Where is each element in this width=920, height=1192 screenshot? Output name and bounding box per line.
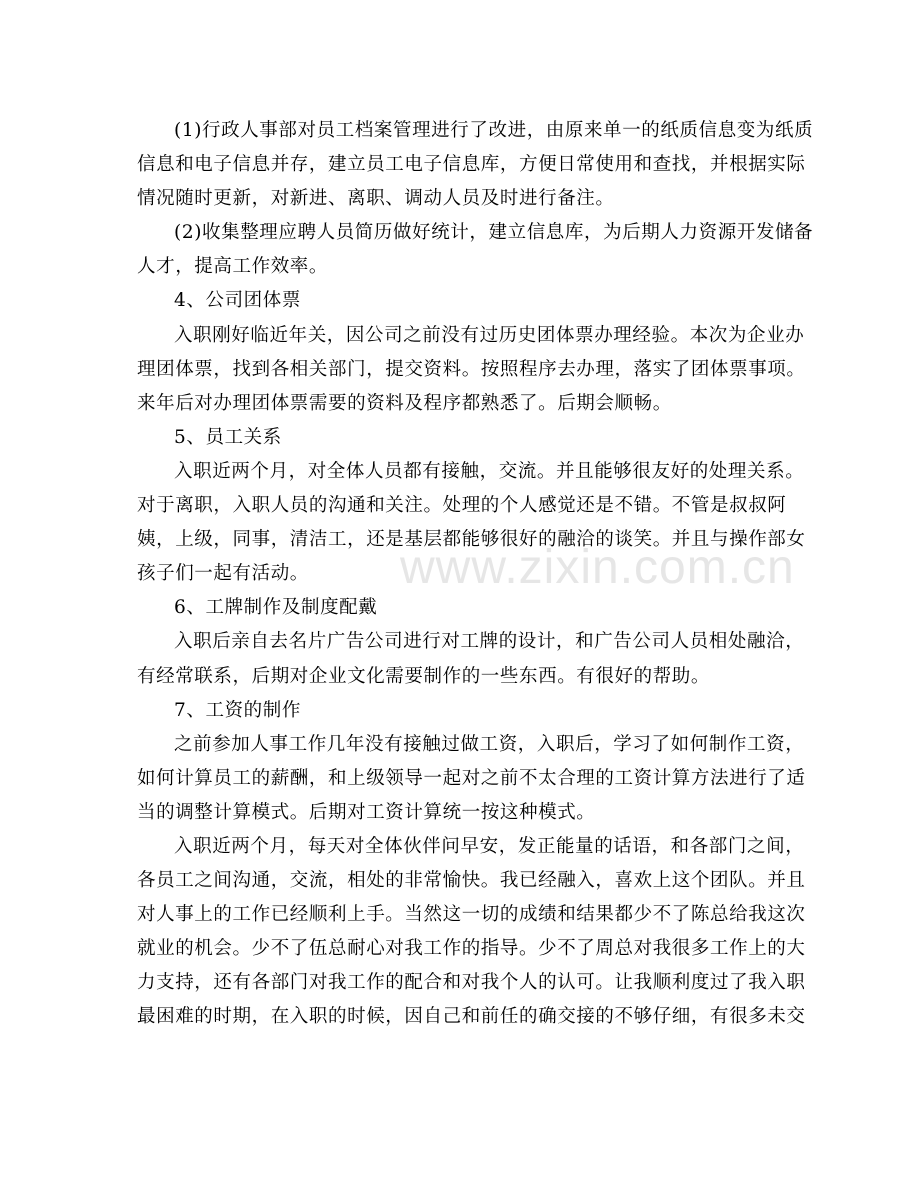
text-line: 最困难的时期，在入职的时候，因自己和前任的确交接的不够仔细，有很多未交 (137, 1006, 806, 1028)
text-line: 如何计算员工的薪酬，和上级领导一起对之前不太合理的工资计算方法进行了适 (137, 767, 806, 789)
text-line: 4、公司团体票 (174, 290, 301, 312)
text-line: 入职后亲自去名片广告公司进行对工牌的设计，和广告公司人员相处融洽， (174, 631, 805, 653)
text-line: 有经常联系，后期对企业文化需要制作的一些东西。有很好的帮助。 (137, 665, 711, 687)
text-line: 对人事上的工作已经顺利上手。当然这一切的成绩和结果都少不了陈总给我这次 (137, 904, 806, 926)
text-line: 信息和电子信息并存，建立员工电子信息库，方便日常使用和查找，并根据实际 (137, 154, 806, 176)
text-line: 力支持，还有各部门对我工作的配合和对我个人的认可。让我顺利度过了我入职 (137, 972, 806, 994)
watermark: www.zixin.com.cn (400, 541, 795, 594)
text-line: 当的调整计算模式。后期对工资计算统一按这种模式。 (137, 801, 596, 823)
document-page (137, 114, 814, 1035)
text-line: 入职刚好临近年关，因公司之前没有过历史团体票办理经验。本次为企业办 (174, 324, 805, 346)
text-line: 7、工资的制作 (174, 699, 301, 721)
text-line: 6、工牌制作及制度配戴 (174, 597, 378, 619)
text-line: 理团体票，找到各相关部门，提交资料。按照程序去办理，落实了团体票事项。 (137, 358, 806, 380)
text-line: 之前参加人事工作几年没有接触过做工资，入职后，学习了如何制作工资， (174, 733, 805, 755)
text-line: 各员工之间沟通，交流，相处的非常愉快。我已经融入，喜欢上这个团队。并且 (137, 870, 806, 892)
text-line: 来年后对办理团体票需要的资料及程序都熟悉了。后期会顺畅。 (137, 392, 672, 414)
text-line: 孩子们一起有活动。 (137, 563, 309, 585)
text-line: 就业的机会。少不了伍总耐心对我工作的指导。少不了周总对我很多工作上的大 (137, 938, 806, 960)
text-line: 情况随时更新，对新进、离职、调动人员及时进行备注。 (137, 188, 615, 210)
text-line: (1)行政人事部对员工档案管理进行了改进，由原来单一的纸质信息变为纸质 (174, 120, 814, 141)
text-line: 入职近两个月，对全体人员都有接触，交流。并且能够很友好的处理关系。 (174, 460, 805, 482)
text-line: 姨，上级，同事，清洁工，还是基层都能够很好的融洽的谈笑。并且与操作部女 (137, 529, 806, 551)
text-line: 对于离职，入职人员的沟通和关注。处理的个人感觉还是不错。不管是叔叔阿 (137, 495, 787, 517)
text-line: (2)收集整理应聘人员简历做好统计，建立信息库，为后期人力资源开发储备 (174, 222, 814, 244)
text-line: 入职近两个月，每天对全体伙伴问早安，发正能量的话语，和各部门之间， (174, 835, 805, 857)
text-line: 人才，提高工作效率。 (137, 256, 329, 278)
text-line: 5、员工关系 (174, 426, 282, 448)
